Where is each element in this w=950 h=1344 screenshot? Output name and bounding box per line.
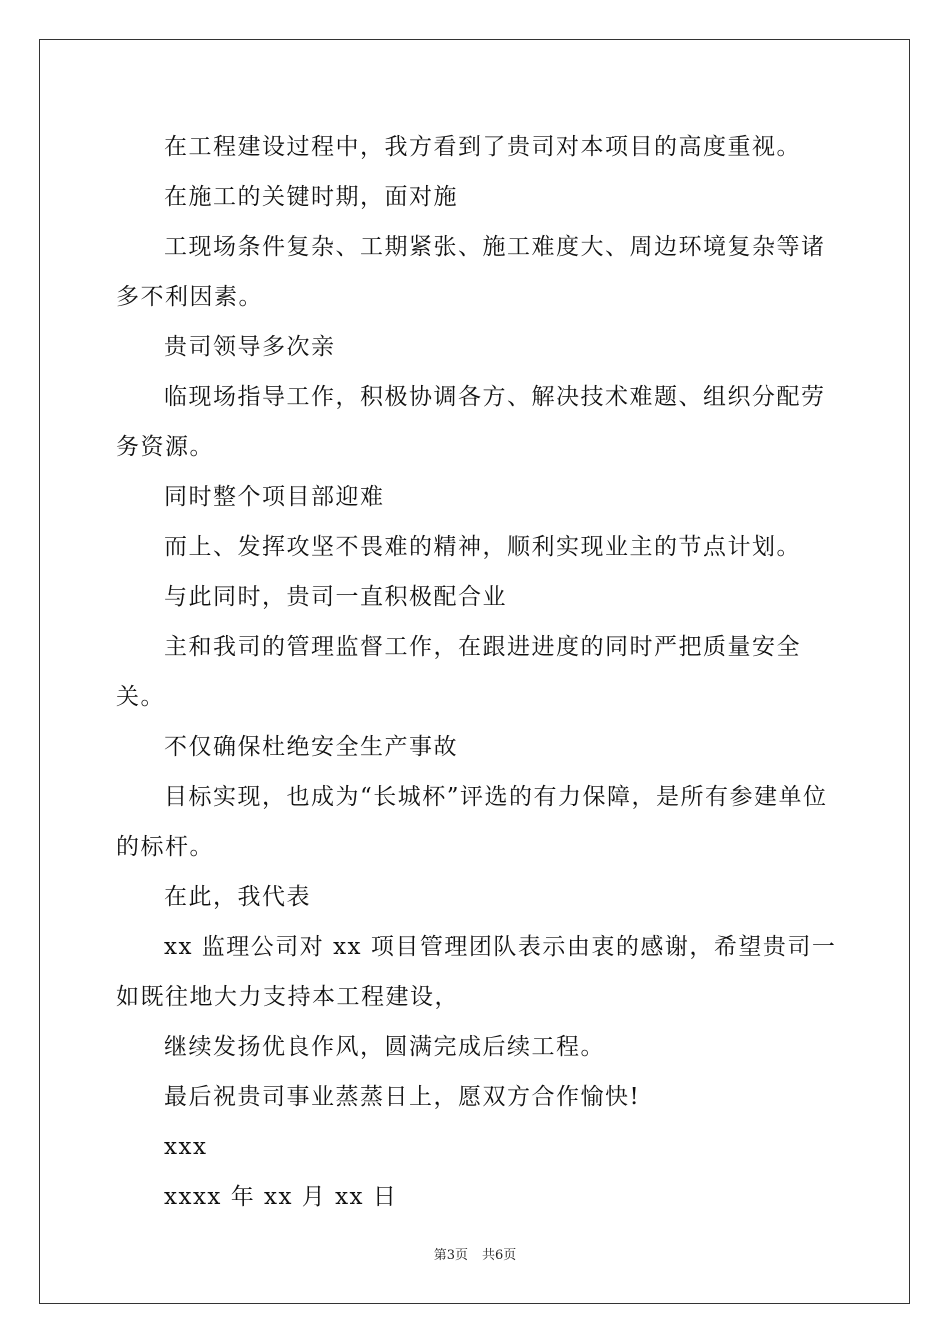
paragraph: 在施工的关键时期，面对施 [164, 184, 458, 210]
paragraph: 不仅确保杜绝安全生产事故 [164, 734, 458, 760]
signature-date: xxxx 年 xx 月 xx 日 [164, 1184, 398, 1210]
paragraph: 目标实现，也成为“长城杯”评选的有力保障，是所有参建单位的标杆。 [116, 784, 828, 860]
page-number-current: 第3页 [433, 1248, 468, 1263]
paragraph: xx 监理公司对 xx 项目管理团队表示由衷的感谢，希望贵司一如既往地大力支持本工程建设， [116, 934, 837, 1010]
paragraph: 主和我司的管理监督工作，在跟进进度的同时严把质量安全关。 [116, 634, 801, 710]
paragraph: 与此同时，贵司一直积极配合业 [164, 584, 507, 610]
paragraph: 临现场指导工作，积极协调各方、解决技术难题、组织分配劳务资源。 [116, 384, 826, 460]
paragraph: 贵司领导多次亲 [164, 334, 336, 360]
paragraph: 在此，我代表 [164, 884, 311, 910]
paragraph: 最后祝贵司事业蒸蒸日上，愿双方合作愉快! [164, 1084, 641, 1110]
paragraph: 在工程建设过程中，我方看到了贵司对本项目的高度重视。 [164, 134, 801, 160]
page-footer [0, 1244, 950, 1263]
paragraph: 工现场条件复杂、工期紧张、施工难度大、周边环境复杂等诸多不利因素。 [116, 234, 826, 310]
signature-name: xxx [164, 1134, 208, 1160]
paragraph: 继续发扬优良作风，圆满完成后续工程。 [164, 1034, 605, 1060]
letter-body [116, 122, 838, 1222]
page-number-total: 共6页 [482, 1248, 517, 1263]
paragraph: 而上、发挥攻坚不畏难的精神，顺利实现业主的节点计划。 [164, 534, 801, 560]
paragraph: 同时整个项目部迎难 [164, 484, 385, 510]
